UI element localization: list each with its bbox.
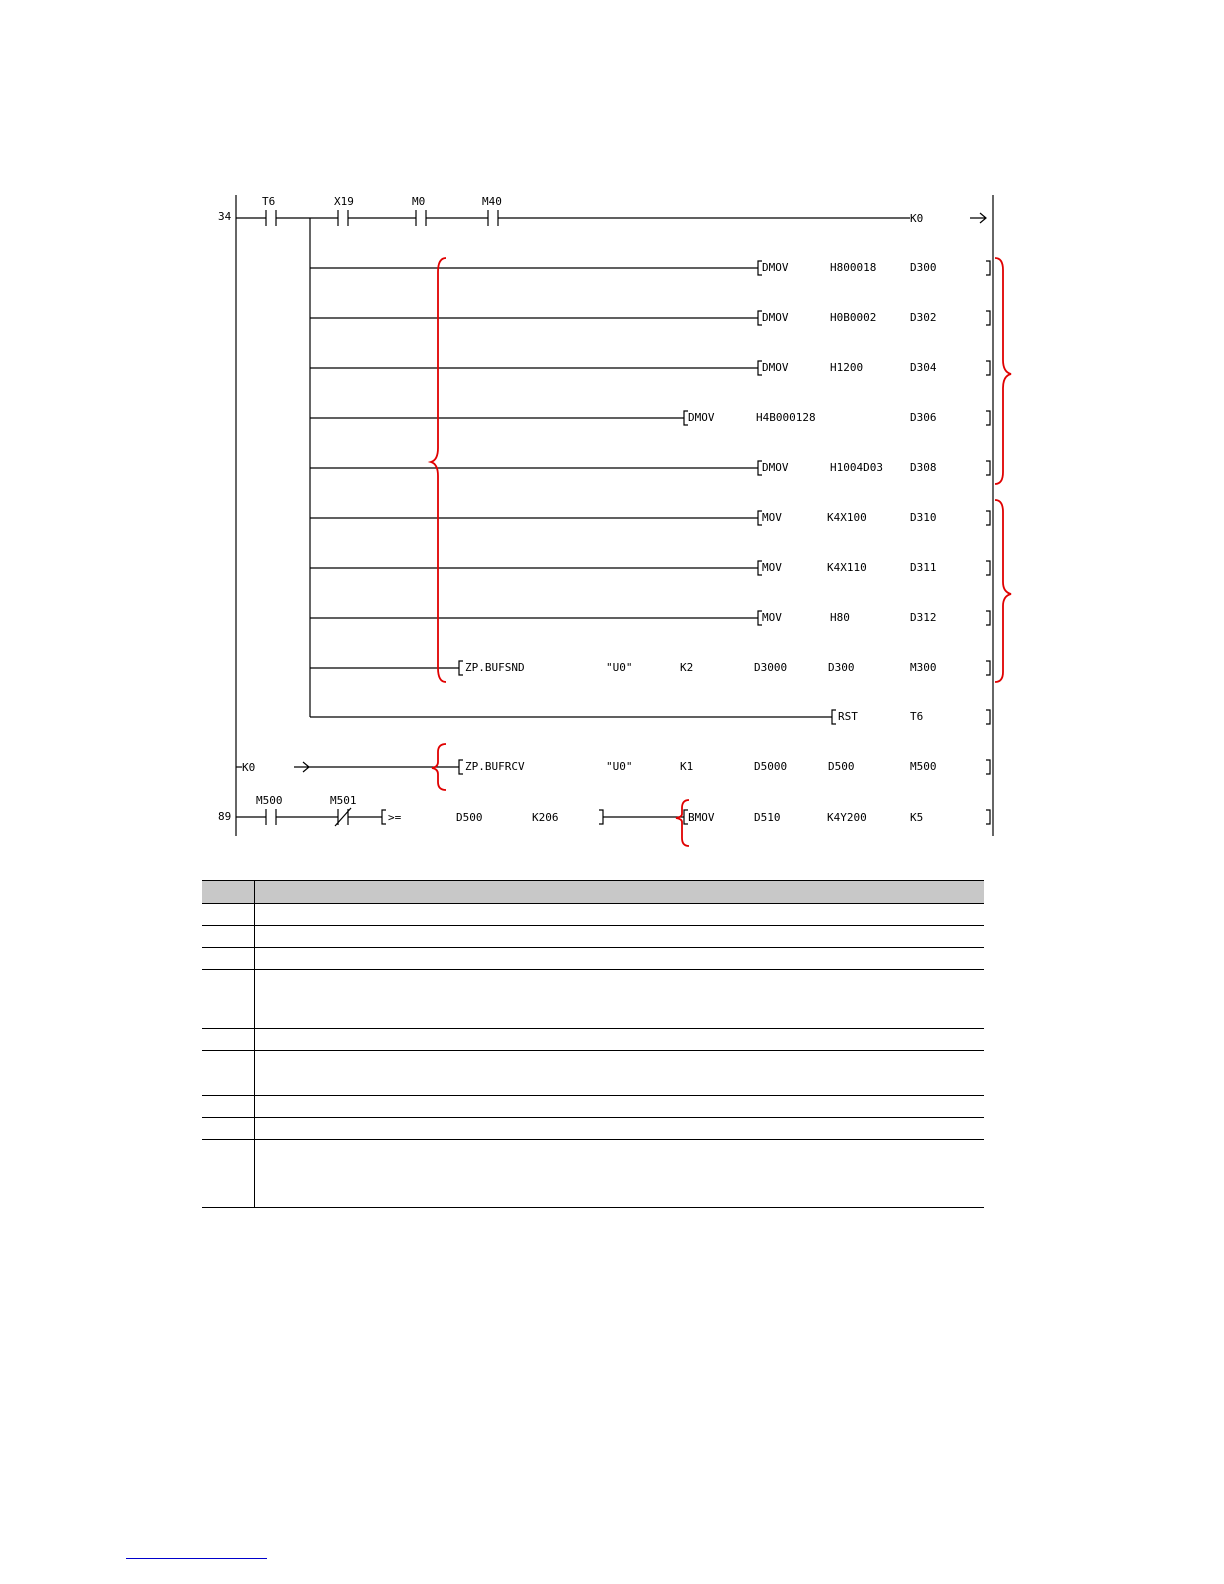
table-cell: [255, 1118, 985, 1140]
step-number: 34: [218, 210, 232, 223]
jump-label-in: K0: [242, 761, 256, 774]
rung-dmov-4: [310, 411, 990, 425]
instruction: MOV: [762, 561, 782, 574]
instruction: DMOV: [762, 261, 789, 274]
operand: "U0": [606, 760, 633, 773]
table-cell: [202, 1051, 255, 1096]
operand: H80: [830, 611, 850, 624]
rung-mov-1: [310, 511, 990, 525]
table-cell: [202, 970, 255, 1029]
table-cell: [255, 1029, 985, 1051]
description-table: [202, 880, 984, 1208]
table-cell: [255, 1140, 985, 1208]
operand: H0B0002: [830, 311, 877, 324]
rung-89: [236, 794, 990, 826]
table-header-cell: [202, 881, 255, 904]
operand: D302: [910, 311, 937, 324]
table-cell: [202, 904, 255, 926]
operand: H1004D03: [830, 461, 883, 474]
table-cell: [202, 1118, 255, 1140]
annotation-brace-right-lower: [995, 500, 1011, 682]
instruction: DMOV: [762, 461, 789, 474]
operand: D300: [910, 261, 937, 274]
operand: H800018: [830, 261, 877, 274]
contact-label: X19: [334, 195, 354, 208]
instruction: RST: [838, 710, 858, 723]
operand: D500: [456, 811, 483, 824]
table-row: [202, 904, 984, 926]
table-cell: [255, 1051, 985, 1096]
table-cell: [255, 948, 985, 970]
operand: K4X100: [827, 511, 867, 524]
table-cell: [202, 1096, 255, 1118]
instruction: DMOV: [762, 361, 789, 374]
operand: K5: [910, 811, 924, 824]
contact-label: M40: [482, 195, 502, 208]
operand: D3000: [754, 661, 788, 674]
operand: M300: [910, 661, 937, 674]
table-row: [202, 1029, 984, 1051]
contact-label: M500: [256, 794, 283, 807]
footnote-separator: [126, 1558, 267, 1559]
operand: D308: [910, 461, 937, 474]
operand: D5000: [754, 760, 788, 773]
table-cell: [202, 1029, 255, 1051]
instruction: DMOV: [762, 311, 789, 324]
instruction: MOV: [762, 511, 782, 524]
table-cell: [255, 926, 985, 948]
rung-dmov-1: [310, 261, 990, 275]
table-row: [202, 1118, 984, 1140]
operand: H1200: [830, 361, 864, 374]
operand: D510: [754, 811, 781, 824]
contact-label: M501: [330, 794, 357, 807]
instruction: ZP.BUFRCV: [465, 760, 525, 773]
table-row: [202, 926, 984, 948]
operand: D500: [828, 760, 855, 773]
table-cell: [202, 948, 255, 970]
rung-bufrcv: [236, 760, 990, 774]
operand: D304: [910, 361, 937, 374]
table-row: [202, 948, 984, 970]
operand: K4X110: [827, 561, 867, 574]
operand: D312: [910, 611, 937, 624]
rung-mov-3: [310, 611, 990, 625]
operand: "U0": [606, 661, 633, 674]
table-cell: [255, 1096, 985, 1118]
rung-mov-2: [310, 561, 990, 575]
instruction: DMOV: [688, 411, 715, 424]
rung-rst: [310, 710, 990, 724]
table-cell: [202, 926, 255, 948]
table-row: [202, 970, 984, 1029]
rung-dmov-3: [310, 361, 990, 375]
operand: T6: [910, 710, 924, 723]
operand: H4B000128: [756, 411, 816, 424]
contact-label: T6: [262, 195, 276, 208]
operand: K206: [532, 811, 559, 824]
table-row: [202, 1096, 984, 1118]
table-row: [202, 1140, 984, 1208]
rung-dmov-2: [310, 311, 990, 325]
instruction: ZP.BUFSND: [465, 661, 525, 674]
instruction: BMOV: [688, 811, 715, 824]
operand: K4Y200: [827, 811, 867, 824]
instruction: >=: [388, 811, 402, 824]
operand: D306: [910, 411, 937, 424]
table-cell: [255, 970, 985, 1029]
table-cell: [202, 1140, 255, 1208]
rung-bufsnd: [310, 661, 990, 675]
operand: M500: [910, 760, 937, 773]
annotation-brace-right-upper: [995, 258, 1011, 484]
table-header-row: [202, 881, 984, 904]
operand: K1: [680, 760, 694, 773]
operand: D300: [828, 661, 855, 674]
rung-dmov-5: [310, 461, 990, 475]
table-header-cell: [255, 881, 985, 904]
jump-arrow-icon: [970, 213, 986, 223]
instruction: MOV: [762, 611, 782, 624]
contact-label: M0: [412, 195, 426, 208]
operand: D311: [910, 561, 937, 574]
operand: K2: [680, 661, 694, 674]
jump-label-out: K0: [910, 212, 924, 225]
operand: D310: [910, 511, 937, 524]
step-number: 89: [218, 810, 232, 823]
table-cell: [255, 904, 985, 926]
table-row: [202, 1051, 984, 1096]
